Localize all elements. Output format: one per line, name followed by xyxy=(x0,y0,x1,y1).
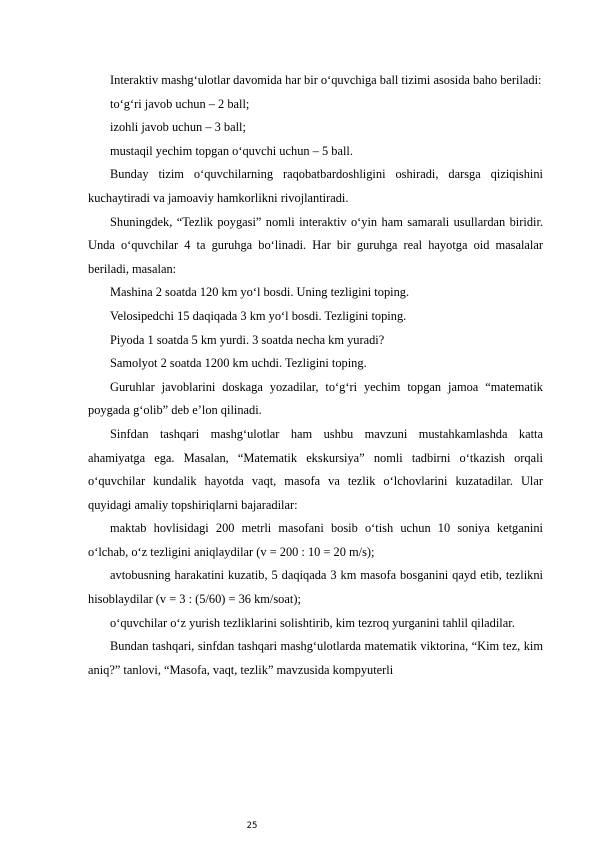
list-item: Velosipedchi 15 daqiqada 3 km yo‘l bosdi. Tezligini toping. xyxy=(110,308,407,323)
list-item: o‘quvchilar o‘z yurish tezliklarini solishtirib, kim tezroq yurganini tahlil qiladilar. xyxy=(110,615,515,630)
list-item: Piyoda 1 soatda 5 km yurdi. 3 soatda necha km yuradi? xyxy=(110,332,385,347)
paragraph: Shuningdek, “Tezlik poygasi” nomli interaktiv o‘yin ham samarali usullardan biridir. Unda o‘quvchilar 4 ta guruhga bo‘linadi. Har bir guruhga real hayotga oid masalalar beriladi, masalan: xyxy=(88,214,543,276)
page-number: 25 xyxy=(246,821,258,831)
list-item: Mashina 2 soatda 120 km yo‘l bosdi. Uning tezligini toping. xyxy=(110,285,410,300)
list-item: Samolyot 2 soatda 1200 km uchdi. Tezligini toping. xyxy=(110,356,367,371)
paragraph: Guruhlar javoblarini doskaga yozadilar, to‘g‘ri yechim topgan jamoa “matematik poygada g‘olib” deb e’lon qilinadi. xyxy=(88,379,543,418)
paragraph: Sinfdan tashqari mashg‘ulotlar ham ushbu mavzuni mustahkamlashda katta ahamiyatga ega. Masalan, “Matematik ekskursiya” nomli tadbirni o‘tkazish orqali o‘quvchilar kundalik hayotda vaqt, masofa va tezlik o‘lchovlarini kuzatadilar. Ular quyidagi amaliy topshiriqlarni bajaradilar: xyxy=(88,426,543,512)
paragraph: Interaktiv mashg‘ulotlar davomida har bir o‘quvchiga ball tizimi asosida baho beriladi: xyxy=(110,73,542,87)
paragraph: Bunday tizim o‘quvchilarning raqobatbardoshligini oshiradi, darsga qiziqishini kuchaytiradi va jamoaviy hamkorlikni rivojlantiradi. xyxy=(88,167,543,205)
document-body xyxy=(88,69,543,682)
paragraph: Bundan tashqari, sinfdan tashqari mashg‘ulotlarda matematik viktorina, “Kim tez, kim aniq?” tanlovi, “Masofa, vaqt, tezlik” mavzusida kompyuterli xyxy=(88,639,543,677)
list-item: avtobusning harakatini kuzatib, 5 daqiqada 3 km masofa bosganini qayd etib, tezlikni hisoblaydilar (v = 3 : (5/60) = 36 km/soat); xyxy=(88,568,543,607)
list-item: to‘g‘ri javob uchun – 2 ball; xyxy=(110,96,250,111)
list-item: maktab hovlisidagi 200 metrli masofani bosib o‘tish uchun 10 soniya ketganini o‘lchab, o‘z tezligini aniqlaydilar (v = 200 : 10 = 20 m/s); xyxy=(88,521,543,559)
list-item: mustaqil yechim topgan o‘quvchi uchun – 5 ball. xyxy=(110,143,353,158)
list-item: izohli javob uchun – 3 ball; xyxy=(110,120,246,135)
